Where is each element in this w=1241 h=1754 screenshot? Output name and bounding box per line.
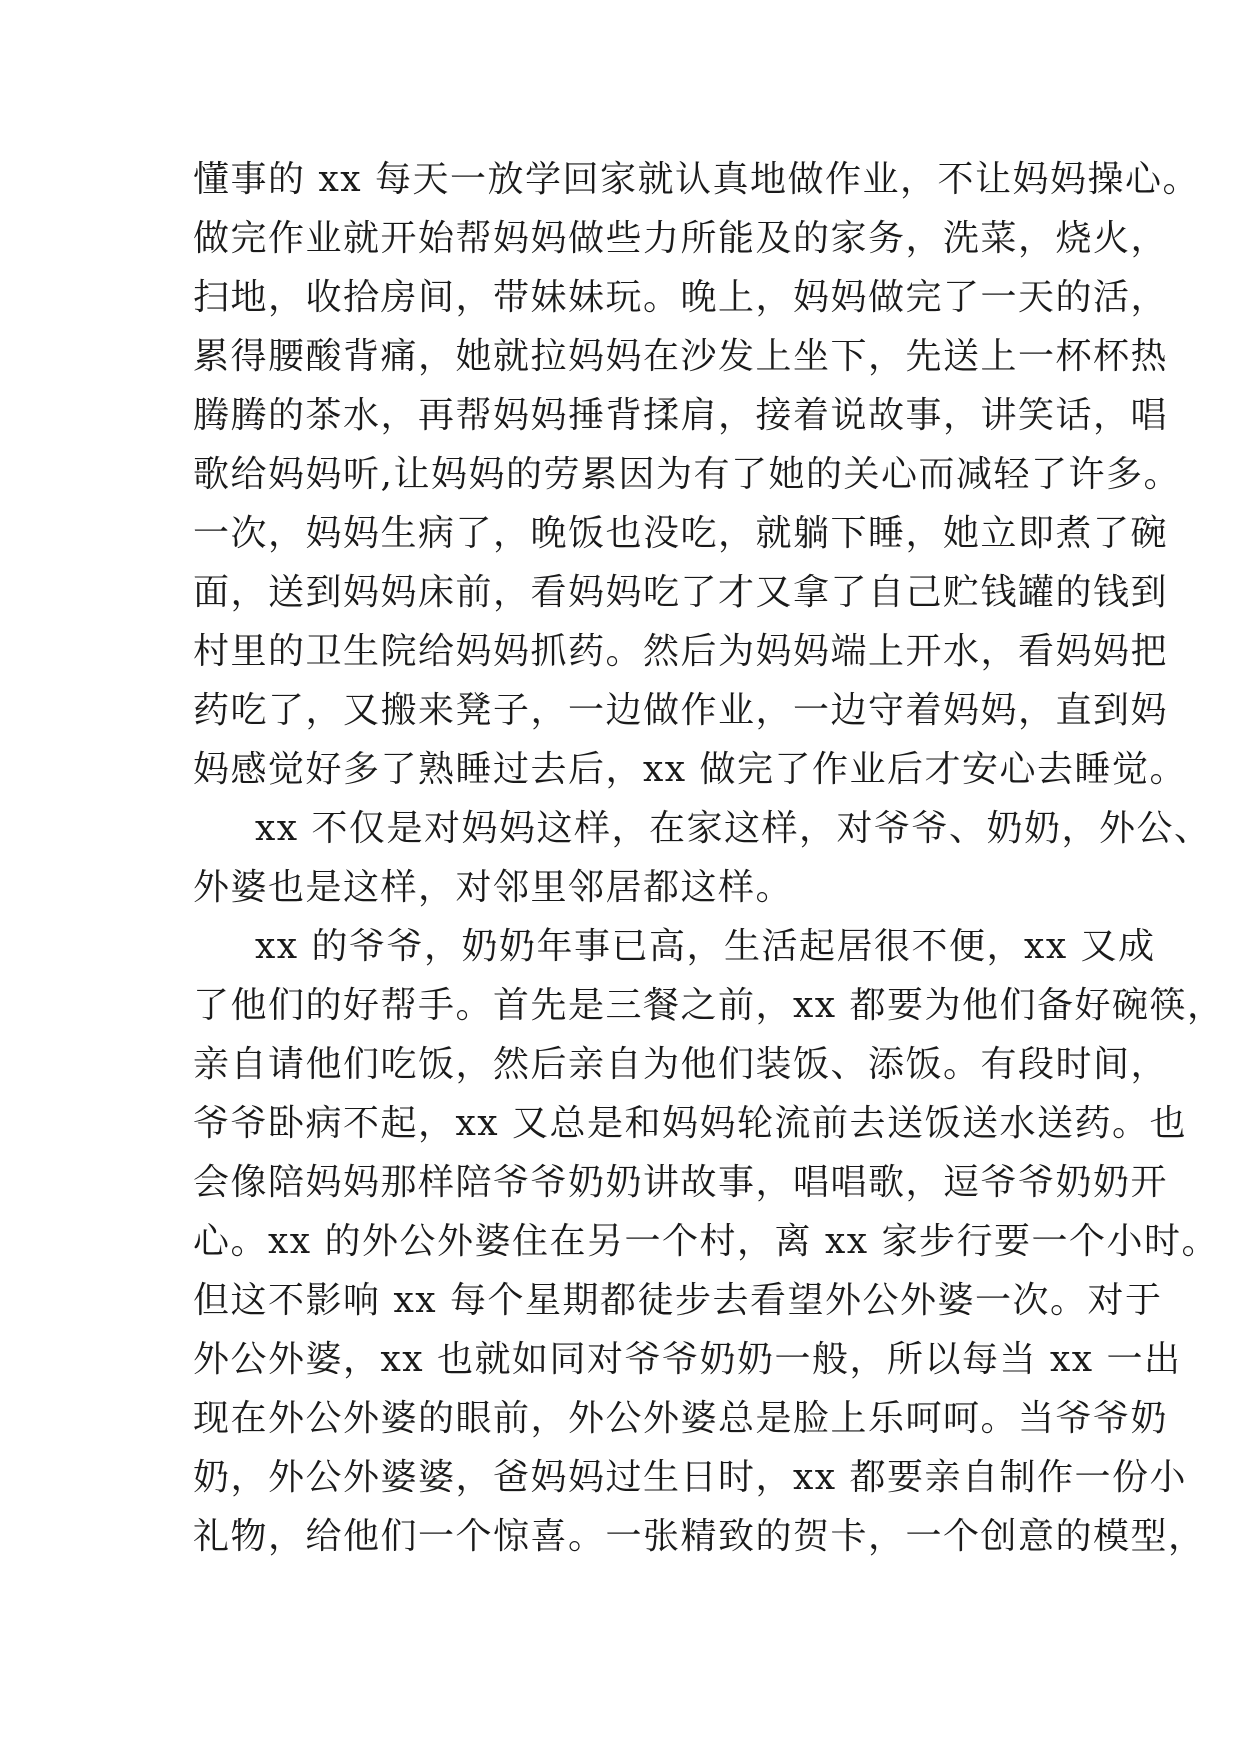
text-line: 礼物，给他们一个惊喜。一张精致的贺卡，一个创意的模型， (193, 1516, 1206, 1557)
text-line: 腾腾的茶水，再帮妈妈捶背揉肩，接着说故事，讲笑话，唱 (193, 395, 1169, 436)
text-line: 了他们的好帮手。首先是三餐之前，xx 都要为他们备好碗筷， (193, 985, 1225, 1026)
text-line: 村里的卫生院给妈妈抓药。然后为妈妈端上开水，看妈妈把 (193, 631, 1169, 672)
text-line: 外公外婆，xx 也就如同对爷爷奶奶一般，所以每当 xx 一出 (193, 1339, 1182, 1380)
paragraph-start-line: xx 不仅是对妈妈这样，在家这样，对爷爷、奶奶，外公、 (255, 808, 1212, 849)
text-line: 做完作业就开始帮妈妈做些力所能及的家务，洗菜，烧火， (193, 218, 1169, 259)
text-line: 但这不影响 xx 每个星期都徒步去看望外公外婆一次。对于 (193, 1280, 1163, 1321)
text-line: 扫地，收拾房间，带妹妹玩。晚上，妈妈做完了一天的活， (193, 277, 1169, 318)
text-line: 妈感觉好多了熟睡过去后，xx 做完了作业后才安心去睡觉。 (193, 749, 1188, 790)
text-line: 懂事的 xx 每天一放学回家就认真地做作业，不让妈妈操心。 (193, 159, 1200, 200)
text-line: 会像陪妈妈那样陪爷爷奶奶讲故事，唱唱歌，逗爷爷奶奶开 (193, 1162, 1169, 1203)
text-line: 现在外公外婆的眼前，外公外婆总是脸上乐呵呵。当爷爷奶 (193, 1398, 1169, 1439)
text-line: 奶，外公外婆婆，爸妈妈过生日时，xx 都要亲自制作一份小 (193, 1457, 1188, 1498)
text-line: 歌给妈妈听,让妈妈的劳累因为有了她的关心而减轻了许多。 (193, 454, 1181, 495)
paragraph-start-line: xx 的爷爷，奶奶年事已高，生活起居很不便，xx 又成 (255, 926, 1156, 967)
text-line: 药吃了，又搬来凳子，一边做作业，一边守着妈妈，直到妈 (193, 690, 1169, 731)
text-line: 一次，妈妈生病了，晚饭也没吃，就躺下睡，她立即煮了碗 (193, 513, 1169, 554)
body-text (193, 150, 1225, 1566)
text-line: 面，送到妈妈床前，看妈妈吃了才又拿了自己贮钱罐的钱到 (193, 572, 1169, 613)
text-line: 心。xx 的外公外婆住在另一个村，离 xx 家步行要一个小时。 (193, 1221, 1220, 1262)
text-line: 亲自请他们吃饭，然后亲自为他们装饭、添饭。有段时间， (193, 1044, 1169, 1085)
text-line: 外婆也是这样，对邻里邻居都这样。 (193, 867, 794, 908)
text-line: 爷爷卧病不起，xx 又总是和妈妈轮流前去送饭送水送药。也 (193, 1103, 1188, 1144)
text-line: 累得腰酸背痛，她就拉妈妈在沙发上坐下，先送上一杯杯热 (193, 336, 1169, 377)
